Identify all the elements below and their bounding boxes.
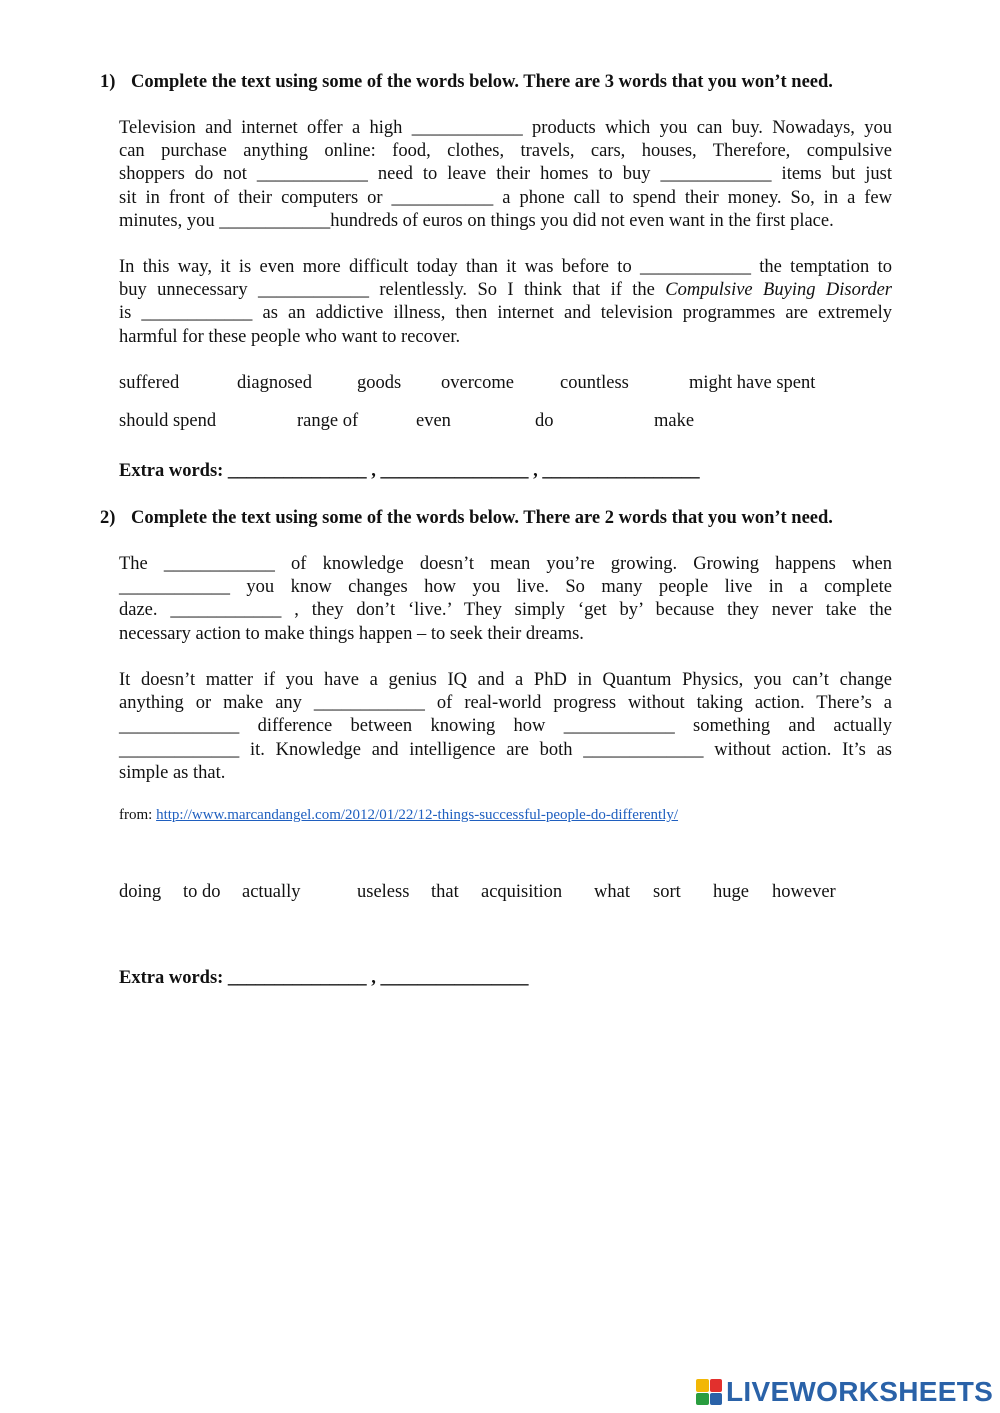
word-bank-item: sort xyxy=(653,882,681,902)
q2-paragraph-1 xyxy=(119,553,892,646)
word-bank-item: however xyxy=(772,882,836,902)
word-bank-item: acquisition xyxy=(481,882,563,902)
q2-paragraph-2 xyxy=(119,669,892,785)
text-line: is ____________ as an addictive illness, then internet and television programmes are extremely xyxy=(119,303,892,324)
text-line: daze. ____________ , they don’t ‘live.’ They simply ‘get by’ because they never take the xyxy=(119,600,892,621)
source-prefix: from: xyxy=(119,807,157,823)
word-bank-item: do xyxy=(535,411,554,431)
logo-mark-icon xyxy=(696,1379,722,1405)
word-bank-item: suffered xyxy=(119,373,180,393)
q2-extra-words[interactable]: Extra words: _______________ , ________________ xyxy=(119,968,529,988)
text-segment: buy unnecessary ____________ relentlessly. So I think that if the xyxy=(119,280,666,301)
question-instruction: Complete the text using some of the words below. There are 2 words that you won’t need. xyxy=(131,508,833,528)
text-line: In this way, it is even more difficult today than it was before to ____________ the temptation to xyxy=(119,257,892,277)
word-bank-item: should spend xyxy=(119,411,217,431)
word-bank-item: overcome xyxy=(441,373,514,393)
question-number: 1) xyxy=(100,72,116,92)
source-link[interactable]: http://www.marcandangel.com/2012/01/22/12-things-successful-people-do-differently/ xyxy=(156,807,679,823)
text-line: can purchase anything online: food, clothes, travels, cars, houses, Therefore, compulsive xyxy=(119,141,892,162)
text-line: _____________ it. Knowledge and intelligence are both _____________ without action. It’s as xyxy=(119,739,892,760)
word-bank-item: countless xyxy=(560,373,629,393)
liveworksheets-logo xyxy=(696,1377,993,1407)
text-line: harmful for these people who want to recover. xyxy=(119,326,461,347)
q1-extra-words[interactable]: Extra words: _______________ , ________________ , _________________ xyxy=(119,461,700,481)
word-bank-item: might have spent xyxy=(689,373,816,393)
text-line xyxy=(119,279,892,302)
word-bank-item: range of xyxy=(297,411,359,431)
word-bank-item: huge xyxy=(713,882,749,902)
word-bank-item: to do xyxy=(183,882,221,902)
text-line: It doesn’t matter if you have a genius IQ and a PhD in Quantum Physics, you can’t change xyxy=(119,670,892,690)
text-line: Television and internet offer a high ____________ products which you can buy. Nowadays, you xyxy=(119,118,892,138)
italic-term: Compulsive Buying Disorder xyxy=(665,280,892,301)
text-line: necessary action to make things happen – to seek their dreams. xyxy=(119,623,584,644)
question-number: 2) xyxy=(100,508,116,528)
word-bank-item: make xyxy=(654,411,695,431)
question-1-heading xyxy=(100,72,900,93)
word-bank-item: diagnosed xyxy=(237,373,313,393)
question-instruction: Complete the text using some of the words below. There are 3 words that you won’t need. xyxy=(131,72,833,92)
q1-paragraph-2 xyxy=(119,256,892,349)
source-citation xyxy=(119,807,678,824)
text-line: sit in front of their computers or ___________ a phone call to spend their money. So, in a few xyxy=(119,187,892,208)
text-line: shoppers do not ____________ need to leave their homes to buy ____________ items but just xyxy=(119,164,892,185)
text-line: The ____________ of knowledge doesn’t mean you’re growing. Growing happens when xyxy=(119,554,892,574)
q1-paragraph-1 xyxy=(119,117,892,233)
text-line: _____________ difference between knowing how ____________ something and actually xyxy=(119,716,892,737)
word-bank-item: what xyxy=(594,882,630,902)
word-bank-item: actually xyxy=(242,882,301,902)
word-bank-item: that xyxy=(431,882,459,902)
word-bank-item: goods xyxy=(357,373,402,393)
word-bank-item: even xyxy=(416,411,451,431)
text-line: simple as that. xyxy=(119,762,226,783)
word-bank-item: doing xyxy=(119,882,162,902)
question-2-heading xyxy=(100,508,900,529)
text-line: ____________ you know changes how you live. So many people live in a complete xyxy=(119,577,892,598)
brand-name: LIVEWORKSHEETS xyxy=(726,1376,994,1407)
word-bank-item: useless xyxy=(357,882,410,902)
text-line: minutes, you ____________hundreds of euros on things you did not even want in the first place. xyxy=(119,210,834,231)
text-line: anything or make any ____________ of real-world progress without taking action. There’s a xyxy=(119,693,892,714)
